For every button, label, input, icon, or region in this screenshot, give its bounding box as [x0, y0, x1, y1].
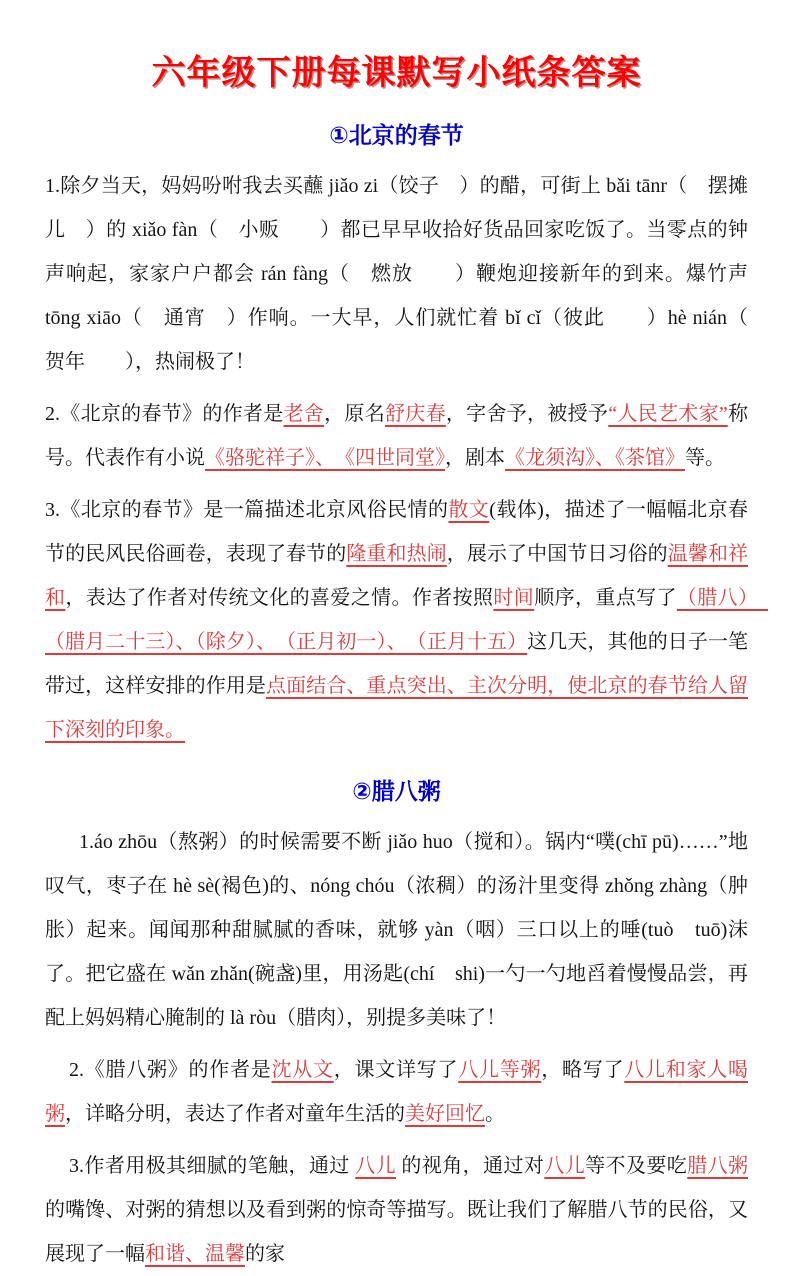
body-text: 2.《腊八粥》的作者是 [69, 1059, 272, 1081]
answer-text: 散文 [448, 499, 490, 521]
body-text: ，详略分明，表达了作者对童年生活的 [65, 1103, 405, 1125]
body-text: ，略写了 [541, 1059, 625, 1081]
paragraph [45, 1048, 748, 1136]
body-text: ，字舍予，被授予 [445, 403, 609, 425]
body-text: ，展示了中国节日习俗的 [446, 543, 668, 565]
paragraph [45, 488, 769, 752]
body-text: 等。 [685, 447, 725, 469]
answer-text: 隆重和热闹 [346, 543, 447, 565]
answer-text: 和谐、温馨 [145, 1243, 245, 1265]
body-text: 1.áo zhōu（熬粥）的时候需要不断 jiǎo huo（搅和）。锅内“噗(chī pū)……”地叹气，枣子在 hè sè(褐色)的、nóng chóu（浓稠）的汤汁里变得 zhǒng zhàng（肿胀）起来。闻闻那种甜腻腻的香味，就够 yàn（咽）三口以上的唾(tuò tuō)沫了。把它盛在 wǎn zhǎn(碗盏)里，用汤匙(chí shi)一勺一勺地舀着慢慢品尝，再配上妈妈精心腌制的 là ròu（腊肉），别提多美味了！ [45, 831, 748, 1029]
answer-text: 点面结合、重点突出、主次分明，使北京的春节给人留下深刻的印象。 [45, 675, 749, 741]
paragraph [45, 392, 748, 480]
paragraph [45, 1144, 748, 1276]
document-title: 六年级下册每课默写小纸条答案 [151, 54, 642, 92]
body-text: 的嘴馋、对粥的猜想以及看到粥的惊奇等描写。既让我们了解腊八节的民俗，又展现了一幅 [45, 1199, 748, 1265]
answer-text: 《骆驼祥子》、 《四世同堂》 [205, 447, 445, 469]
answer-text: 沈从文 [271, 1059, 334, 1081]
answer-text: “人民艺术家” [608, 403, 728, 425]
body-text: 的家 [245, 1243, 285, 1265]
body-text: 的视角，通过对 [396, 1155, 545, 1177]
body-text: 这几天，其他的日子一笔带过，这样安排的作用是 [45, 631, 749, 697]
paragraph [45, 820, 748, 1040]
body-text: 1.除夕当天，妈妈吩咐我去买蘸 jiǎo zi（饺子 ）的醋，可街上 bǎi tānr（ 摆摊儿 ）的 xiǎo fàn（ 小贩 ）都已早早收拾好货品回家吃饭了。当零点的钟声响起，家家户户都会 rán fàng（ 燃放 ）鞭炮迎接新年的到来。爆竹声 tōng xiāo（ 通宵 ）作响。一大早，人们就忙着 bǐ cǐ（彼此 ）hè nián（ 贺年 ），热闹极了！ [45, 175, 768, 373]
answer-text: （腊八） （腊月二十三）、（除夕）、 （正月初一）、 （正月十五） [45, 587, 769, 653]
body-text: 等不及要吃 [585, 1155, 688, 1177]
document-body [45, 120, 769, 1276]
answer-text: 时间 [493, 587, 535, 609]
body-text: ，表达了作者对传统文化的喜爱之情。作者按照 [65, 587, 494, 609]
body-text: 。 [485, 1103, 505, 1125]
body-text: ，原名 [324, 403, 385, 425]
answer-text: 腊八粥 [687, 1155, 749, 1177]
section-heading: ①北京的春节 [329, 122, 464, 148]
section-heading: ②腊八粥 [352, 778, 441, 804]
paragraph [45, 164, 768, 384]
answer-text: 八儿 [544, 1155, 586, 1177]
body-text: 3.作者用极其细腻的笔触，通过 [69, 1155, 356, 1177]
answer-text: 八儿 [355, 1155, 397, 1177]
answer-text: 舒庆春 [385, 403, 446, 425]
answer-text: 八儿等粥 [458, 1059, 542, 1081]
answer-text: 八儿和家人喝粥 [45, 1059, 748, 1125]
answer-text: 《龙须沟》、《茶馆》 [505, 447, 685, 469]
body-text: 顺序，重点写了 [534, 587, 677, 609]
answer-text: 温馨和祥和 [45, 543, 749, 609]
body-text: ，课文详写了 [333, 1059, 459, 1081]
body-text: ，剧本 [445, 447, 505, 469]
answer-text: 老舍 [283, 403, 325, 425]
body-text: 2.《北京的春节》的作者是 [45, 403, 284, 425]
answer-text: 美好回忆 [405, 1103, 485, 1125]
body-text: 3.《北京的春节》是一篇描述北京风俗民情的 [45, 499, 449, 521]
body-text: 称号。代表作有小说 [45, 403, 749, 469]
body-text: (载体)，描述了一幅幅北京春节的民风民俗画卷，表现了春节的 [45, 499, 749, 565]
